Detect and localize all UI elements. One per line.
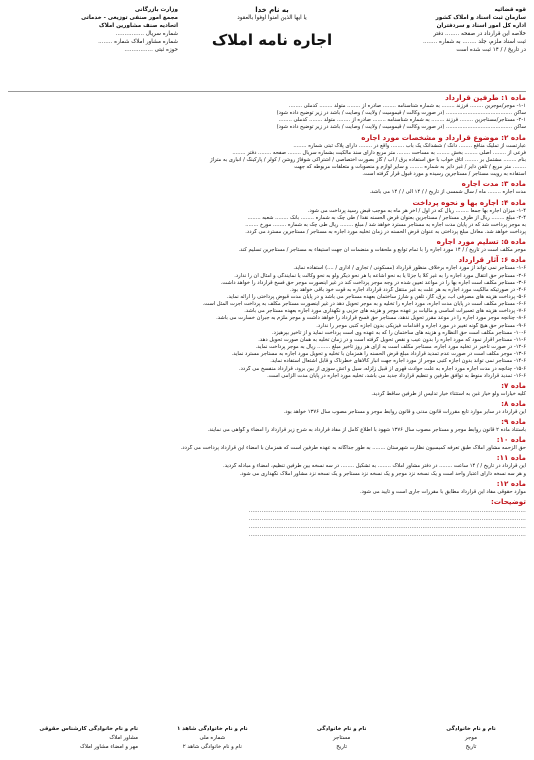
notes-blank-line[interactable]: ...................................................................................................................................................... (248, 523, 526, 530)
clause-line: ۲-۶- مستاجر حق انتقال مورد اجاره را به غیر کلاً یا جزئاً یا به نحو اشاعه یا هر نحو دیگر ولو به نحو وکالت یا نمایندگی و امثال آن را ندارد. (234, 272, 526, 279)
notes-blank-line[interactable]: ...................................................................................................................................................... (248, 507, 526, 514)
clause-line: این قرارداد در تاریخ / / ۱۴ ساعت ........ در دفتر مشاور املاک ........ به تشکیل ........ در سه نسخه بین طرفین تنظیم، امضاء و مبادله گردید. (223, 463, 526, 470)
notes-area (8, 507, 526, 539)
signature-role: مشاور املاک (109, 735, 139, 741)
clause-line: موجر مکلف است در تاریخ / / ۱۴ مورد اجاره را با تمام توابع و ملحقات و منضمات آن جهت استیفاء به مستاجر / مستاجرین تسلیم کند. (238, 247, 526, 254)
clause-line: ۱۴-۶- مستاجر نمی تواند بدون اجازه کتبی موجر از مورد اجاره جهت انبار کالاهای خطرناک و قابل اشتعال استفاده نماید. (270, 358, 526, 365)
header-right-line: در تاریخ / / ۱۴ ثبت شده است (456, 47, 526, 53)
signature-date-label: تاریخ (465, 744, 477, 750)
clause-line: ۲-۱- مستاجر/مستاجرین ........ فرزند ........ به شماره شناسنامه ........ صادره از ........ متولد ........ کدملی ........ (278, 117, 526, 124)
header-right-line: اداره کل امور اسناد و سردفتران (436, 23, 526, 29)
clause-line: ۶-۶- مستاجر مکلف است در پایان مدت اجاره، مورد اجاره را تخلیه و به موجر تحویل دهد در غیر اینصورت مستاجر مکلف به پرداخت اجرت المثل است. (202, 301, 526, 308)
signature-date-label: تاریخ (336, 744, 348, 750)
header-divider (8, 91, 526, 92)
clause-line: ۱-۶- مستاجر نمی تواند از مورد اجاره برخلاف منظور قرارداد (مسکونی / تجاری / اداری / ....) استفاده نماید. (293, 265, 526, 272)
clause-line: به موجر پرداخت شد که در پایان مدت اجاره به مستاجر مسترد خواهد شد / مبلغ ........ ریال طی چک به شماره ........ مورخ ........ (245, 221, 526, 228)
article-heading: ماده ۱۲: (496, 478, 526, 488)
signature-date-label: مهر و امضاء مشاور املاک (80, 744, 139, 750)
verse: یا ایها الذین امنوا اوفوا بالعقود (237, 15, 307, 21)
signature-block (8, 725, 526, 752)
clause-line: حق الزحمه مشاور املاک طبق تعرفه کمیسیون نظارت شهرستان ........ به طور جداگانه به عهده طرفین است که همزمان با امضاء این قرارداد پرداخت می گردد. (180, 445, 526, 452)
document-header (8, 6, 526, 90)
clause-line: ۱۵-۶- چنانچه در مدت اجاره مورد اجاره به علت حوادث قهری از قبیل زلزله، سیل و آتش سوزی از بین برود، قرارداد منفسخ می گردد. (238, 365, 526, 372)
signature-column (287, 725, 397, 752)
article-heading: ماده ۷: (501, 380, 526, 390)
clause-line: فرعی از ........ اصلی ........ بخش ........ به مساحت ........ متر مربع دارای سند مالکیت بشماره سریال ........ صفحه ........ دفتر ........ (232, 149, 526, 156)
clause-line: استفاده به رویت مستاجر / مستاجرین رسیده و مورد قبول قرار گرفته است. (362, 171, 526, 178)
header-left-block (8, 6, 178, 54)
signature-role: مستاجر (333, 735, 351, 741)
article-heading: ماده ۱۱: (496, 453, 526, 463)
header-left-line: وزارت بازرگانی (134, 7, 178, 13)
clause-line: ساکن ........................................ (در صورت وکالت / قیمومیت / ولایت / وصایت / باشد در زیر توضیح داده شود) (276, 110, 526, 117)
clause-line: ........ متر مربع / تلفن دایر / غیر دایر به شماره ........ و سایر لوازم و منصوبات و متعلقات مربوطه که جهت (294, 164, 526, 171)
clause-line: باستناد ماده ۲ قانون روابط موجر و مستاجر مصوب سال ۱۳۷۶ شهود با اطلاع کامل از مفاد قرارداد به شرح زیر قرارداد را امضاء و گواهی می نمایند. (207, 427, 526, 434)
notes-blank-line[interactable]: ...................................................................................................................................................... (248, 515, 526, 522)
article-heading: ماده ۸: (501, 399, 526, 408)
clause-line: ۱۰-۶- مستاجر مکلف است حق النظاره و هزینه های ساختمان را که به عهده وی است پرداخت نماید و از تاخیر بپرهیزد. (272, 329, 526, 336)
signature-title: نام و نام خانوادگی کارشناس حقوقی (39, 726, 139, 732)
signature-role: شماره ملی (199, 735, 226, 741)
notes-blank-line[interactable]: ...................................................................................................................................................... (248, 531, 526, 538)
signature-column (8, 725, 138, 752)
signature-date-label: نام و نام خانوادگی شاهد ۲ (182, 744, 242, 750)
clause-line: ساکن ........................................ (در صورت وکالت / قیمومیت / ولایت / وصایت / باشد در زیر توضیح داده شود) (276, 124, 526, 131)
clause-line: ۱۶-۶- تمدید قرارداد منوط به توافق طرفین و تنظیم قرارداد جدید می باشد، تخلیه مورد اجاره در پایان مدت الزامی است. (267, 372, 526, 379)
clause-line: کلیه خیارات ولو خیار غبن به استثناء خیار تدلیس از طرفین ساقط گردید. (371, 390, 526, 397)
article-heading: ماده ۵: تسلیم مورد اجاره (436, 237, 526, 247)
header-right-line: سازمان ثبت اسناد و املاک کشور (435, 15, 526, 21)
header-left-line: اتحادیه صنف مشاورین املاک (98, 23, 178, 29)
contract-body (8, 93, 526, 507)
signature-column (416, 725, 526, 752)
header-right-line: خلاصه این قرارداد در صفحه ........ دفتر (433, 31, 526, 37)
article-heading: ماده ۱: طرفین قرارداد (445, 93, 526, 102)
clause-line: و هر سه نسخه دارای اعتبار واحد است و یک نسخه نزد موجر و یک نسخه نزد مستاجر و یک نسخه نزد مشاور املاک نگهداری می شود. (239, 470, 526, 477)
clause-line: ۱-۱- موجر/موجرین ........ فرزند ........ به شماره شناسنامه ........ صادره از ........ متولد ........ کدملی ........ (288, 103, 526, 109)
clause-line: ۱۳-۶- موجر مکلف است در صورت عدم تمدید قرارداد مبلغ قرض الحسنه را همزمان با تخلیه و تحویل مورد اجاره به مستاجر مسترد نماید. (231, 351, 526, 358)
clause-line: عبارتست از تملیک منافع ........ دانگ / ششدانگ یک باب ........ واقع در ........ دارای پلاک ثبتی شماره ........ (293, 142, 526, 149)
clause-line: ۳-۶- مستاجر مکلف است اجاره بها را در مواعد تعیین شده در وجه موجر پرداخت کند در غیر اینصورت موجر حق فسخ قرارداد را خواهد داشت. (220, 279, 526, 286)
signature-title: نام و نام خانوادگی (316, 726, 367, 732)
clause-line: ۲-۴- مبلغ ........ ریال از طرف مستاجر / مستاجرین بعنوان قرض الحسنه نقداً / طی چک به شماره ........ بانک ........ شعبه ........ (247, 214, 526, 221)
header-left-line: شماره مشاور املاک شماره ........ (98, 39, 178, 45)
article-heading: ماده ۱۰: (496, 435, 526, 445)
signature-role: موجر (465, 735, 477, 741)
clause-line: ۱۱-۶- مستاجر اقرار نمود که مورد اجاره را بدون عیب و نقص تحویل گرفته است و در زمان تخلیه به همان صورت تحویل دهد. (258, 336, 526, 343)
header-right-line: قوه قضائیه (494, 7, 526, 13)
clause-line: ۵-۶- پرداخت هزینه های مصرفی آب، برق، گاز، تلفن و شارژ ساختمان بعهده مستاجر می باشد و در پایان مدت قبوض پرداختی را ارائه نماید. (226, 293, 526, 300)
clause-line: ۹-۶- مستاجر حق هیچ گونه تغییر در مورد اجاره و اقدامات فیزیکی بدون اجازه کتبی موجر را ندارد. (316, 322, 526, 329)
clause-line: پرداخت خواهد شد. معادل مبلغ پرداختی به عنوان قرض الحسنه در زمان تخلیه مورد اجاره به مستاجر / مستاجرین مسترد می گردد. (245, 229, 526, 236)
header-left-line: شماره سریال ................ (115, 31, 178, 37)
article-heading: ماده ۴: اجاره بها و نحوه پرداخت (412, 197, 526, 207)
clause-line: ۱۲-۶- در صورت تاخیر در تخلیه مورد اجاره، مستاجر مکلف است به ازای هر روز تاخیر مبلغ ........ ریال به موجر پرداخت نماید. (255, 344, 526, 351)
basmala: به نام خدا (255, 6, 289, 14)
clause-line: این قرارداد در سایر موارد تابع مقررات قانون مدنی و قانون روابط موجر و مستاجر مصوب سال ۱۳۷۶ خواهد بود. (283, 409, 526, 415)
clause-line: ۴-۶- در صورتیکه مالکیت مورد اجاره به هر علت به غیر منتقل گردد قرارداد اجاره به قوت خود باقی خواهد بود. (289, 286, 526, 293)
clause-line: مدت اجاره ........ ماه / سال شمسی از تاریخ / / ۱۴ الی / / ۱۴ می باشد. (369, 189, 526, 196)
article-heading: ماده ۲: موضوع قرارداد و مشخصات مورد اجاره (361, 132, 526, 142)
clause-line: ۷-۶- پرداخت هزینه های تعمیرات اساسی و مالیات بر عهده موجر و هزینه های جزیی و نگهداری مورد اجاره بعهده مستاجر می باشد. (244, 308, 526, 315)
article-heading: ماده ۶: آثار قرارداد (458, 255, 526, 265)
signature-title: نام و نام خانوادگی (446, 726, 496, 732)
article-heading: توضیحات: (490, 496, 526, 506)
article-heading: ماده ۳: مدت اجاره (461, 179, 526, 189)
clause-line: موارد حقوقی مفاد این قرارداد مطابق با مقررات جاری است و تایید می شود. (359, 488, 526, 495)
signature-column (157, 725, 267, 752)
header-right-block (366, 6, 526, 54)
clause-line: ۸-۶- چنانچه موجر مورد اجاره را در موعد مقرر تحویل ندهد، مستاجر حق فسخ قرارداد را خواهد داشت و موجر ملزم به جبران خسارت می باشد. (216, 315, 526, 322)
header-right-line: ثبت اسناد ملزم، جلد ........ به شماره ........ (422, 39, 526, 45)
header-center-block (187, 6, 357, 49)
header-left-line: مجمع امور صنفی توزیعی - خدماتی (81, 15, 178, 21)
signature-title: نام و نام خانوادگی شاهد ۱ (176, 726, 248, 732)
clause-line: بنام ........ مشتمل بر ........ اتاق خواب با حق استفاده برق / آب / گاز بصورت اختصاصی / اشتراکی شوفاژ روشن / کولر / پارکینگ / انباری به متراژ (210, 156, 526, 163)
header-left-line: حوزه ثبتی ................ (124, 47, 178, 53)
document-title: اجاره نامه املاک (211, 31, 333, 49)
article-heading: ماده ۹: (501, 417, 526, 427)
clause-line: ۱-۴- میزان اجاره بها جمعاً ........ ریال که در اول / آخر هر ماه به موجب قبض رسید پرداخت می شود. (307, 207, 526, 214)
